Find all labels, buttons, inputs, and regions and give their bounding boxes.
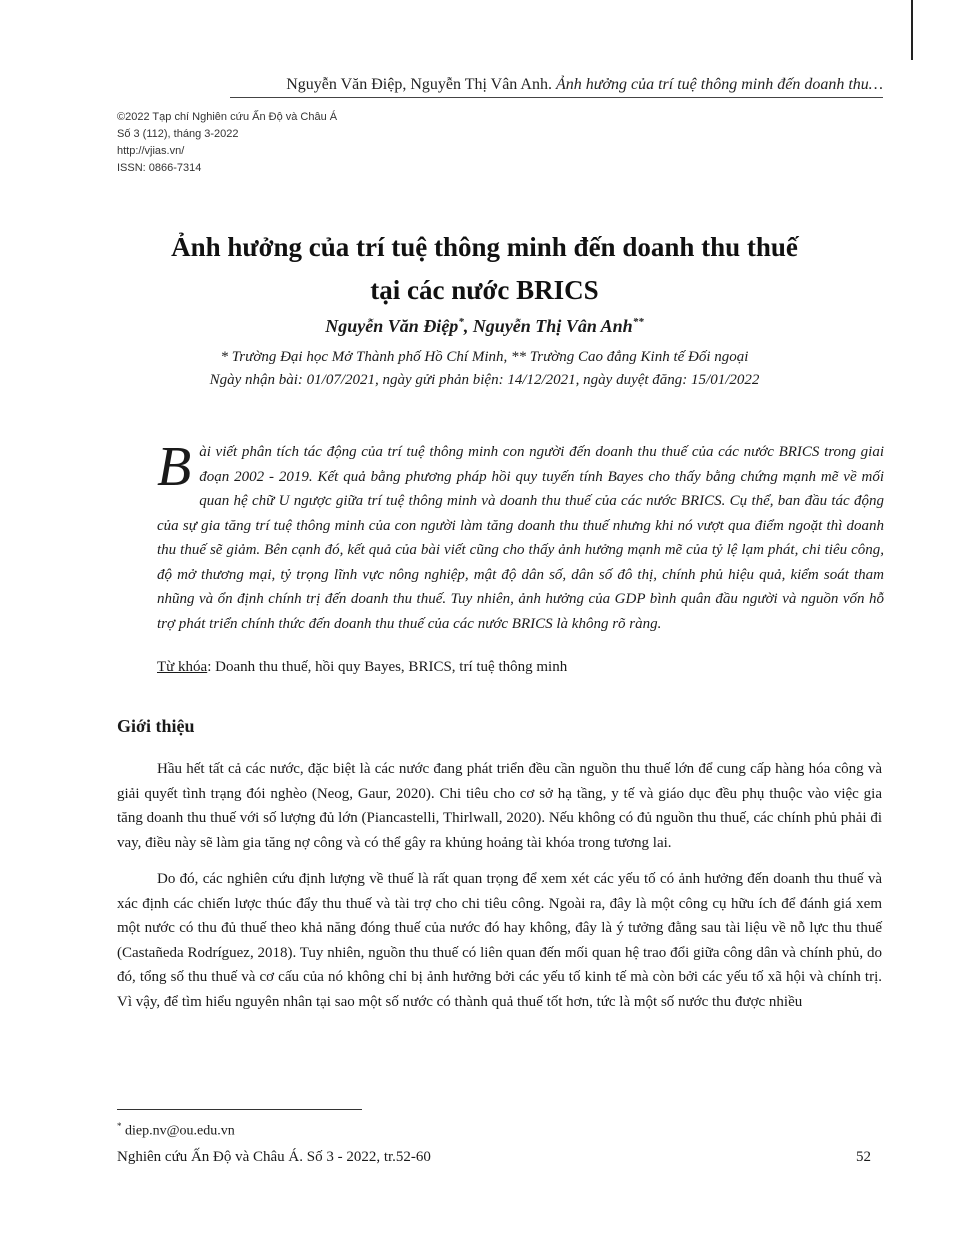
page-number: 52 <box>856 1149 871 1165</box>
footnote-email: diep.nv@ou.edu.vn <box>121 1123 235 1139</box>
abstract-dropcap: B <box>157 436 192 498</box>
abstract-text: ài viết phân tích tác động của trí tuệ thông minh con người đến doanh thu thuế của các nước BRICS trong giai đoạn 2002 - 2019. Kết quả bằng phương pháp hồi quy tuyến tính Bayes cho thấy bằng chứng mạnh mẽ về mối quan hệ chữ U ngược giữa trí tuệ thông minh và doanh thu thuế của các nước BRICS. Cụ thể, ban đầu tác động của sự gia tăng trí tuệ thông minh của con người làm tăng doanh thu thuế nhưng khi nó vượt qua điểm ngoặt thì doanh thu thuế sẽ giảm. Bên cạnh đó, kết quả của bài viết cũng cho thấy ảnh hưởng mạnh mẽ của tỷ lệ lạm phát, chi tiêu công, độ mở thương mại, tỷ trọng lĩnh vực nông nghiệp, mật độ dân số, dân số đô thị, chính phủ hiệu quả, kiểm soát tham nhũng và ổn định chính trị đến doanh thu thuế. Tuy nhiên, ảnh hưởng của GDP bình quân đầu người và nguồn vốn hỗ trợ phát triển chính thức đến doanh thu thuế của các nước BRICS là không rõ ràng. <box>157 444 884 632</box>
section-heading-introduction: Giới thiệu <box>117 716 195 736</box>
author-1: Nguyễn Văn Điệp <box>325 316 459 336</box>
paper-title-line1: Ảnh hưởng của trí tuệ thông minh đến doanh thu thuế <box>171 232 798 262</box>
affiliations: * Trường Đại học Mở Thành phố Hồ Chí Minh, ** Trường Cao đẳng Kinh tế Đối ngoại <box>220 349 749 365</box>
body-paragraph: Do đó, các nghiên cứu định lượng về thuế là rất quan trọng để xem xét các yếu tố có ảnh hưởng đến doanh thu thuế và xác định các chiến lược thúc đẩy thu thuế và tài trợ cho chi tiêu công. Ngoài ra, đây là một công cụ hữu ích để đánh giá xem một nước có thu đủ thuế theo khả năng đóng thuế của nước đó hay không, đây là ý tưởng đằng sau tài liệu về nỗ lực thu thuế (Castañeda Rodríguez, 2018). Tuy nhiên, nguồn thu thuế có liên quan đến mối quan hệ trao đổi giữa công dân và chính phủ, do đó, tổng số thu thuế và cơ cấu của nó không chỉ bị ảnh hưởng bởi các yếu tố kinh tế mà còn bởi các yếu tố xã hội và chính trị. Vì vậy, để tìm hiểu nguyên nhân tại sao một số nước có thành quả thuế tốt hơn, tức là một số nước thu được nhiều <box>117 871 882 1010</box>
journal-issn: ISSN: 0866-7314 <box>117 162 202 174</box>
keywords <box>157 659 567 676</box>
paper-title <box>100 226 869 312</box>
running-header-title: Ảnh hưởng của trí tuệ thông minh đến doanh thu… <box>555 76 883 93</box>
author-line <box>0 316 969 337</box>
running-header-authors: Nguyễn Văn Điệp, Nguyễn Thị Vân Anh. <box>286 76 552 93</box>
footnote <box>117 1121 235 1140</box>
keywords-text: Doanh thu thuế, hồi quy Bayes, BRICS, trí tuệ thông minh <box>215 659 568 675</box>
body-paragraph: Hầu hết tất cả các nước, đặc biệt là các nước đang phát triển đều cần nguồn thu thuế lớn để cung cấp hàng hóa công và giải quyết tình trạng đói nghèo (Neog, Gaur, 2020). Chi tiêu cho cơ sở hạ tầng, y tế và giáo dục đều phụ thuộc vào việc gia tăng doanh thu thuế với số lượng đủ lớn (Piancastelli, Thirlwall, 2020). Nếu không có đủ nguồn thu thuế, các chính phủ phải đi vay, điều này sẽ làm gia tăng nợ công và có thể gây ra khủng hoảng tài khóa trong tương lai. <box>117 761 882 851</box>
margin-line <box>911 0 913 60</box>
footer-citation: Nghiên cứu Ấn Độ và Châu Á. Số 3 - 2022, tr.52-60 <box>117 1149 431 1165</box>
footnote-mark: * <box>117 1121 122 1131</box>
paper-title-line2: tại các nước BRICS <box>370 275 599 305</box>
keywords-colon: : <box>207 659 216 675</box>
author-2: Nguyễn Thị Vân Anh <box>472 316 633 336</box>
running-header <box>200 76 883 94</box>
footnote-rule <box>117 1109 362 1110</box>
journal-meta <box>117 109 337 177</box>
author-2-mark: ** <box>632 316 644 328</box>
author-separator: , <box>463 316 473 336</box>
abstract <box>157 436 884 636</box>
journal-url: http://vjias.vn/ <box>117 145 185 157</box>
submission-dates: Ngày nhận bài: 01/07/2021, ngày gửi phản biện: 14/12/2021, ngày duyệt đăng: 15/01/2022 <box>209 372 760 388</box>
keywords-label: Từ khóa <box>157 659 208 675</box>
journal-issue: Số 3 (112), tháng 3-2022 <box>117 128 239 140</box>
body-text <box>117 757 882 1026</box>
journal-copyright: ©2022 Tạp chí Nghiên cứu Ấn Độ và Châu Á <box>117 111 338 123</box>
running-header-rule <box>230 97 883 98</box>
author-1-mark: * <box>458 316 464 328</box>
